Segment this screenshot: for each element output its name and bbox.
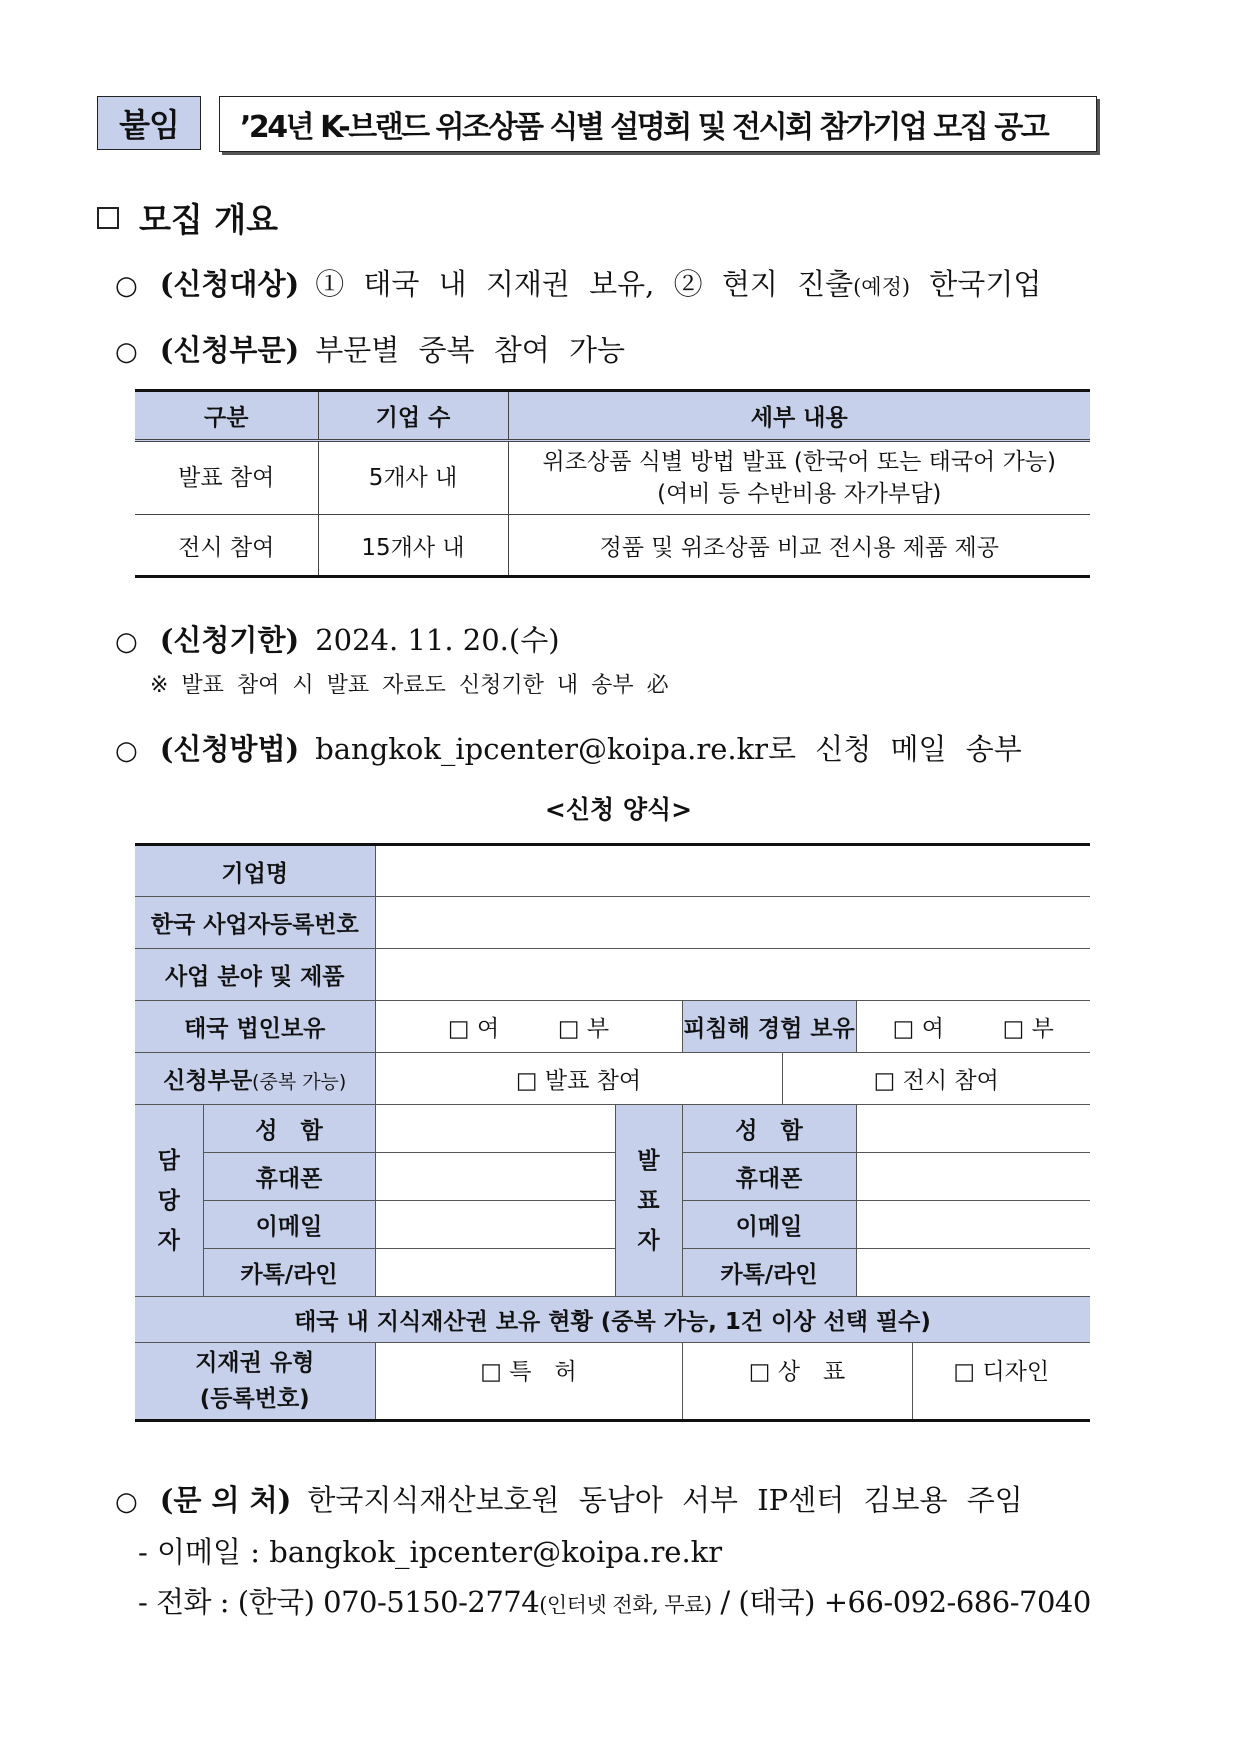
design-option bbox=[912, 1343, 1090, 1421]
ip-status-header: 태국 내 지식재산권 보유 현황 (중복 가능, 1건 이상 선택 필수) bbox=[135, 1297, 1090, 1343]
contact-phone: - 전화 : (한국) 070-5150-2774(인터넷 전화, 무료) / (태국) +66-092-686-7040 bbox=[138, 1585, 1091, 1619]
circle-bullet-icon: ○ bbox=[115, 271, 138, 301]
label-infringe: 피침해 경험 보유 bbox=[682, 1001, 856, 1053]
application-form bbox=[135, 843, 1090, 1422]
form-row bbox=[135, 1105, 1090, 1153]
infringe-options bbox=[856, 1001, 1090, 1053]
table-row bbox=[135, 441, 1090, 515]
checkbox-icon: □ bbox=[873, 1068, 896, 1094]
presenter-kakao-field[interactable] bbox=[856, 1249, 1090, 1297]
bullet-method bbox=[115, 727, 1022, 768]
bullet-key: (문 의 처) bbox=[159, 1483, 292, 1517]
label-manager-phone: 휴대폰 bbox=[203, 1153, 375, 1201]
bullet-text: ① 태국 내 지재권 보유, ② 현지 진출 bbox=[315, 267, 854, 301]
division-exhibit-option bbox=[782, 1053, 1090, 1105]
form-row bbox=[135, 1343, 1090, 1421]
bullet-small: (예정) bbox=[853, 275, 911, 299]
manager-phone-field[interactable] bbox=[375, 1153, 615, 1201]
label-manager-name: 성 함 bbox=[203, 1105, 375, 1153]
presenter-name-field[interactable] bbox=[856, 1105, 1090, 1153]
table-header-row bbox=[135, 391, 1090, 441]
circle-bullet-icon: ○ bbox=[115, 627, 138, 657]
cell-count: 5개사 내 bbox=[318, 441, 508, 515]
design-checkbox[interactable]: □ 디자인 bbox=[953, 1359, 1050, 1385]
label-presenter-phone: 휴대폰 bbox=[682, 1153, 856, 1201]
label-manager-email: 이메일 bbox=[203, 1201, 375, 1249]
checkbox-icon: □ bbox=[515, 1068, 538, 1094]
label-presenter-kakao: 카톡/라인 bbox=[682, 1249, 856, 1297]
square-bullet-icon bbox=[97, 207, 119, 229]
trademark-option bbox=[682, 1343, 912, 1421]
form-row bbox=[135, 949, 1090, 1001]
manager-email-field[interactable] bbox=[375, 1201, 615, 1249]
form-row bbox=[135, 845, 1090, 897]
bullet-text: bangkok_ipcenter@koipa.re.kr로 신청 메일 송부 bbox=[315, 732, 1022, 766]
infringe-no-checkbox[interactable]: □ 부 bbox=[1002, 1016, 1054, 1042]
checkbox-icon: □ bbox=[447, 1016, 470, 1042]
label-manager: 담 당 자 bbox=[135, 1105, 203, 1297]
patent-option bbox=[375, 1343, 682, 1421]
biz-number-field[interactable] bbox=[375, 897, 1090, 949]
manager-kakao-field[interactable] bbox=[375, 1249, 615, 1297]
bullet-key: (신청대상) bbox=[159, 267, 300, 301]
infringe-yes-checkbox[interactable]: □ 여 bbox=[892, 1016, 944, 1042]
thai-corp-options bbox=[375, 1001, 682, 1053]
label-biz-number: 한국 사업자등록번호 bbox=[135, 897, 375, 949]
patent-checkbox[interactable]: □ 특 허 bbox=[480, 1359, 577, 1385]
bullet-contact bbox=[115, 1478, 1023, 1519]
manager-name-field[interactable] bbox=[375, 1105, 615, 1153]
checkbox-icon: □ bbox=[953, 1359, 976, 1385]
thai-corp-no-checkbox[interactable]: □ 부 bbox=[557, 1016, 610, 1042]
presenter-phone-field[interactable] bbox=[856, 1153, 1090, 1201]
detail-line: (여비 등 수반비용 자가부담) bbox=[657, 481, 942, 507]
header-cell: 세부 내용 bbox=[508, 391, 1090, 441]
cell-count: 15개사 내 bbox=[318, 515, 508, 577]
cell-detail bbox=[508, 441, 1090, 515]
presenter-email-field[interactable] bbox=[856, 1201, 1090, 1249]
contact-email: - 이메일 : bangkok_ipcenter@koipa.re.kr bbox=[138, 1535, 723, 1569]
table-row bbox=[135, 515, 1090, 577]
bullet-key: (신청기한) bbox=[159, 623, 300, 657]
label-division: 신청부문(중복 가능) bbox=[135, 1053, 375, 1105]
checkbox-icon: □ bbox=[1002, 1016, 1025, 1042]
header-cell: 구분 bbox=[135, 391, 318, 441]
label-manager-kakao: 카톡/라인 bbox=[203, 1249, 375, 1297]
cell-division: 발표 참여 bbox=[135, 441, 318, 515]
division-present-option bbox=[375, 1053, 782, 1105]
label-company-name: 기업명 bbox=[135, 845, 375, 897]
label-thai-corp: 태국 법인보유 bbox=[135, 1001, 375, 1053]
bullet-text: 부문별 중복 참여 가능 bbox=[315, 333, 625, 367]
detail-line: 위조상품 식별 방법 발표 (한국어 또는 태국어 가능) bbox=[542, 449, 1056, 475]
deadline-note: ※ 발표 참여 시 발표 자료도 신청기한 내 송부 必 bbox=[150, 673, 669, 698]
bullet-tail: 한국기업 bbox=[910, 267, 1042, 301]
company-name-field[interactable] bbox=[375, 845, 1090, 897]
label-biz-field: 사업 분야 및 제품 bbox=[135, 949, 375, 1001]
bullet-text: 2024. 11. 20.(수) bbox=[315, 623, 560, 657]
circle-bullet-icon: ○ bbox=[115, 736, 138, 766]
division-table bbox=[135, 389, 1090, 578]
header-cell: 기업 수 bbox=[318, 391, 508, 441]
bullet-key: (신청방법) bbox=[159, 732, 300, 766]
document-title: ’24년 K-브랜드 위조상품 식별 설명회 및 전시회 참가기업 모집 공고 bbox=[219, 96, 1097, 152]
form-row bbox=[135, 897, 1090, 949]
form-row bbox=[135, 1053, 1090, 1105]
biz-field-field[interactable] bbox=[375, 949, 1090, 1001]
circle-bullet-icon: ○ bbox=[115, 1487, 138, 1517]
bullet-deadline bbox=[115, 618, 560, 659]
cell-detail: 정품 및 위조상품 비교 전시용 제품 제공 bbox=[508, 515, 1090, 577]
label-presenter-email: 이메일 bbox=[682, 1201, 856, 1249]
contact-text: 한국지식재산보호원 동남아 서부 IP센터 김보용 주임 bbox=[307, 1483, 1023, 1517]
checkbox-icon: □ bbox=[892, 1016, 915, 1042]
bullet-target bbox=[115, 262, 1041, 303]
trademark-checkbox[interactable]: □ 상 표 bbox=[748, 1359, 846, 1385]
thai-corp-yes-checkbox[interactable]: □ 여 bbox=[447, 1016, 500, 1042]
bullet-key: (신청부문) bbox=[159, 333, 300, 367]
form-row bbox=[135, 1249, 1090, 1297]
form-row bbox=[135, 1001, 1090, 1053]
circle-bullet-icon: ○ bbox=[115, 337, 138, 367]
checkbox-icon: □ bbox=[557, 1016, 580, 1042]
label-presenter-name: 성 함 bbox=[682, 1105, 856, 1153]
exhibit-checkbox[interactable]: □ 전시 참여 bbox=[873, 1068, 999, 1094]
present-checkbox[interactable]: □ 발표 참여 bbox=[515, 1068, 642, 1094]
form-title: <신청 양식> bbox=[544, 795, 693, 824]
section-title: 모집 개요 bbox=[139, 200, 279, 239]
attachment-tag: 붙임 bbox=[97, 96, 201, 150]
checkbox-icon: □ bbox=[748, 1359, 771, 1385]
label-presenter: 발 표 자 bbox=[615, 1105, 682, 1297]
form-row bbox=[135, 1201, 1090, 1249]
form-row bbox=[135, 1297, 1090, 1343]
checkbox-icon: □ bbox=[480, 1359, 502, 1385]
cell-division: 전시 참여 bbox=[135, 515, 318, 577]
label-ip-type: 지재권 유형 (등록번호) bbox=[135, 1343, 375, 1421]
section-heading bbox=[97, 194, 278, 241]
form-row bbox=[135, 1153, 1090, 1201]
bullet-division bbox=[115, 328, 625, 369]
